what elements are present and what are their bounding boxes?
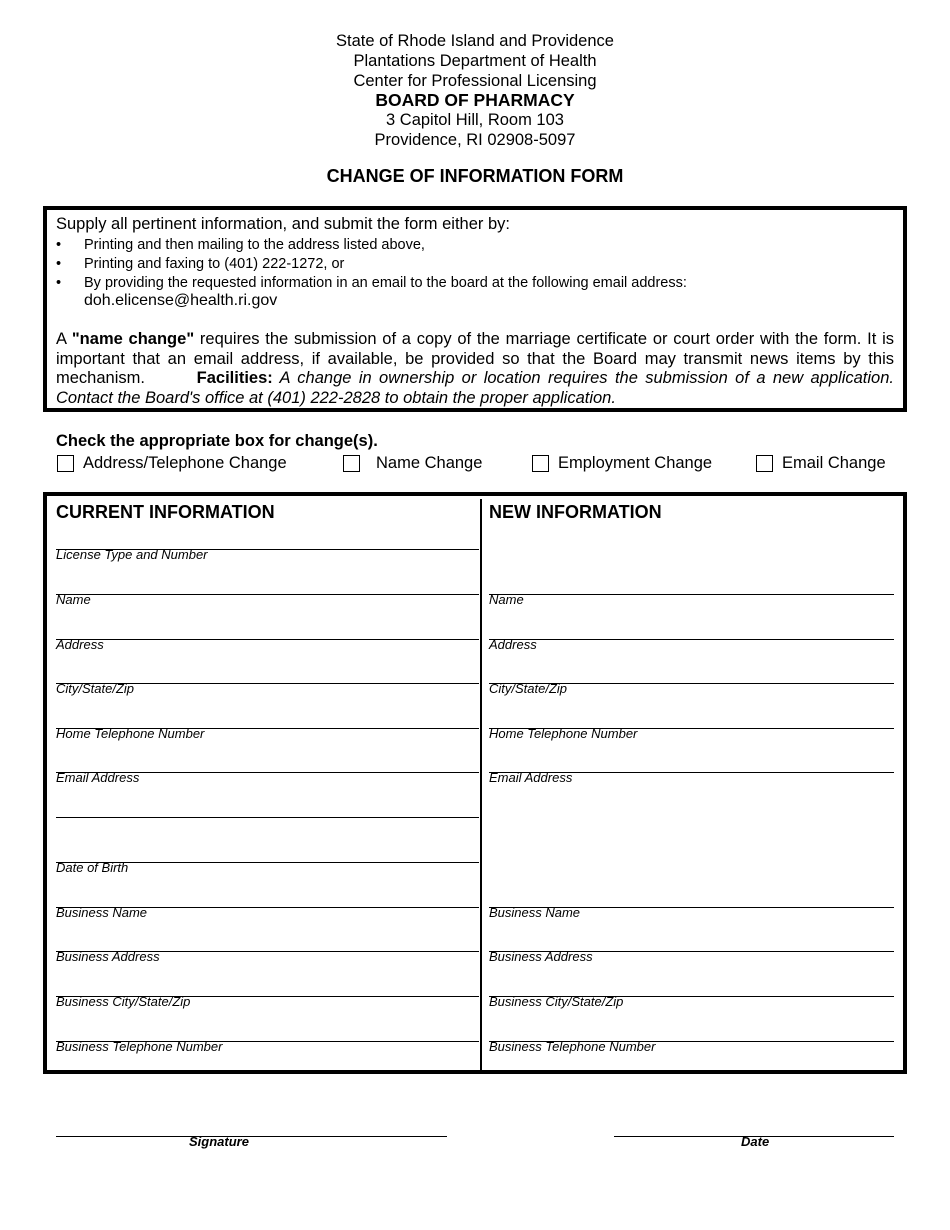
- instructions-intro: Supply all pertinent information, and submit the form either by:: [56, 215, 510, 233]
- checkbox-box[interactable]: [532, 455, 549, 472]
- new-home-telephone-field[interactable]: Home Telephone Number: [489, 728, 894, 742]
- current-blank-field[interactable]: [56, 817, 479, 831]
- current-date-of-birth-field[interactable]: Date of Birth: [56, 862, 479, 876]
- new-address-field[interactable]: Address: [489, 639, 894, 653]
- current-email-field[interactable]: Email Address: [56, 772, 479, 786]
- list-item: • By providing the requested information in an email to the board at the following email address: doh.elicense@health.ri.gov: [56, 275, 687, 309]
- bullet-icon: •: [56, 255, 62, 272]
- new-business-telephone-field[interactable]: Business Telephone Number: [489, 1041, 894, 1055]
- header-address-2: Providence, RI 02908-5097: [374, 130, 576, 149]
- current-city-state-zip-field[interactable]: City/State/Zip: [56, 683, 479, 697]
- change-type-prompt: Check the appropriate box for change(s).: [56, 432, 378, 450]
- column-divider: [480, 499, 482, 1070]
- signature-line[interactable]: [56, 1136, 447, 1137]
- current-name-field[interactable]: Name: [56, 594, 479, 608]
- current-information-heading: CURRENT INFORMATION: [56, 502, 275, 522]
- new-business-address-field[interactable]: Business Address: [489, 951, 894, 965]
- current-business-address-field[interactable]: Business Address: [56, 951, 479, 965]
- checkbox-box[interactable]: [343, 455, 360, 472]
- new-information-heading: NEW INFORMATION: [489, 502, 662, 522]
- list-item: • Printing and faxing to (401) 222-1272, or: [56, 255, 345, 272]
- address-telephone-change-checkbox[interactable]: Address/Telephone Change: [57, 452, 287, 474]
- employment-change-checkbox[interactable]: Employment Change: [532, 452, 712, 474]
- name-change-term: "name change": [71, 330, 195, 348]
- new-business-name-field[interactable]: Business Name: [489, 907, 894, 921]
- current-address-field[interactable]: Address: [56, 639, 479, 653]
- header-line-1: State of Rhode Island and Providence: [336, 32, 614, 50]
- new-city-state-zip-field[interactable]: City/State/Zip: [489, 683, 894, 697]
- new-business-city-state-zip-field[interactable]: Business City/State/Zip: [489, 996, 894, 1010]
- header-line-3: Center for Professional Licensing: [353, 71, 597, 90]
- form-title: CHANGE OF INFORMATION FORM: [326, 166, 624, 186]
- instructions-paragraph: A "name change" requires the submission of a copy of the marriage certificate or court order with the form. It is important that an email address, if available, be provided so that the Board may transmit news items by this mechanism. Facilities: A change in ownership or location requires the submission of a new application. Contact the Board's office at (401) 222-2828 to obtain the proper application.: [56, 330, 894, 408]
- signature-label: Signature: [189, 1134, 249, 1149]
- current-business-city-state-zip-field[interactable]: Business City/State/Zip: [56, 996, 479, 1010]
- checkbox-box[interactable]: [57, 455, 74, 472]
- email-change-checkbox[interactable]: Email Change: [756, 452, 886, 474]
- information-table: [43, 492, 907, 1074]
- current-business-telephone-field[interactable]: Business Telephone Number: [56, 1041, 479, 1055]
- current-business-name-field[interactable]: Business Name: [56, 907, 479, 921]
- list-item: • Printing and then mailing to the address listed above,: [56, 237, 425, 253]
- current-license-field[interactable]: License Type and Number: [56, 549, 479, 563]
- board-name: BOARD OF PHARMACY: [375, 90, 575, 111]
- checkbox-box[interactable]: [756, 455, 773, 472]
- new-email-field[interactable]: Email Address: [489, 772, 894, 786]
- submission-methods-list: [56, 236, 687, 309]
- board-email: doh.elicense@health.ri.gov: [84, 291, 278, 309]
- current-home-telephone-field[interactable]: Home Telephone Number: [56, 728, 479, 742]
- bullet-icon: •: [56, 237, 62, 253]
- new-name-field[interactable]: Name: [489, 594, 894, 608]
- bullet-icon: •: [56, 275, 62, 291]
- facilities-term: Facilities:: [196, 369, 273, 388]
- date-label: Date: [741, 1134, 770, 1149]
- header-line-2: Plantations Department of Health: [353, 51, 597, 70]
- letterhead: [0, 32, 950, 151]
- instructions-box: [43, 206, 907, 412]
- header-address-1: 3 Capitol Hill, Room 103: [386, 111, 564, 130]
- name-change-checkbox[interactable]: Name Change: [343, 452, 482, 474]
